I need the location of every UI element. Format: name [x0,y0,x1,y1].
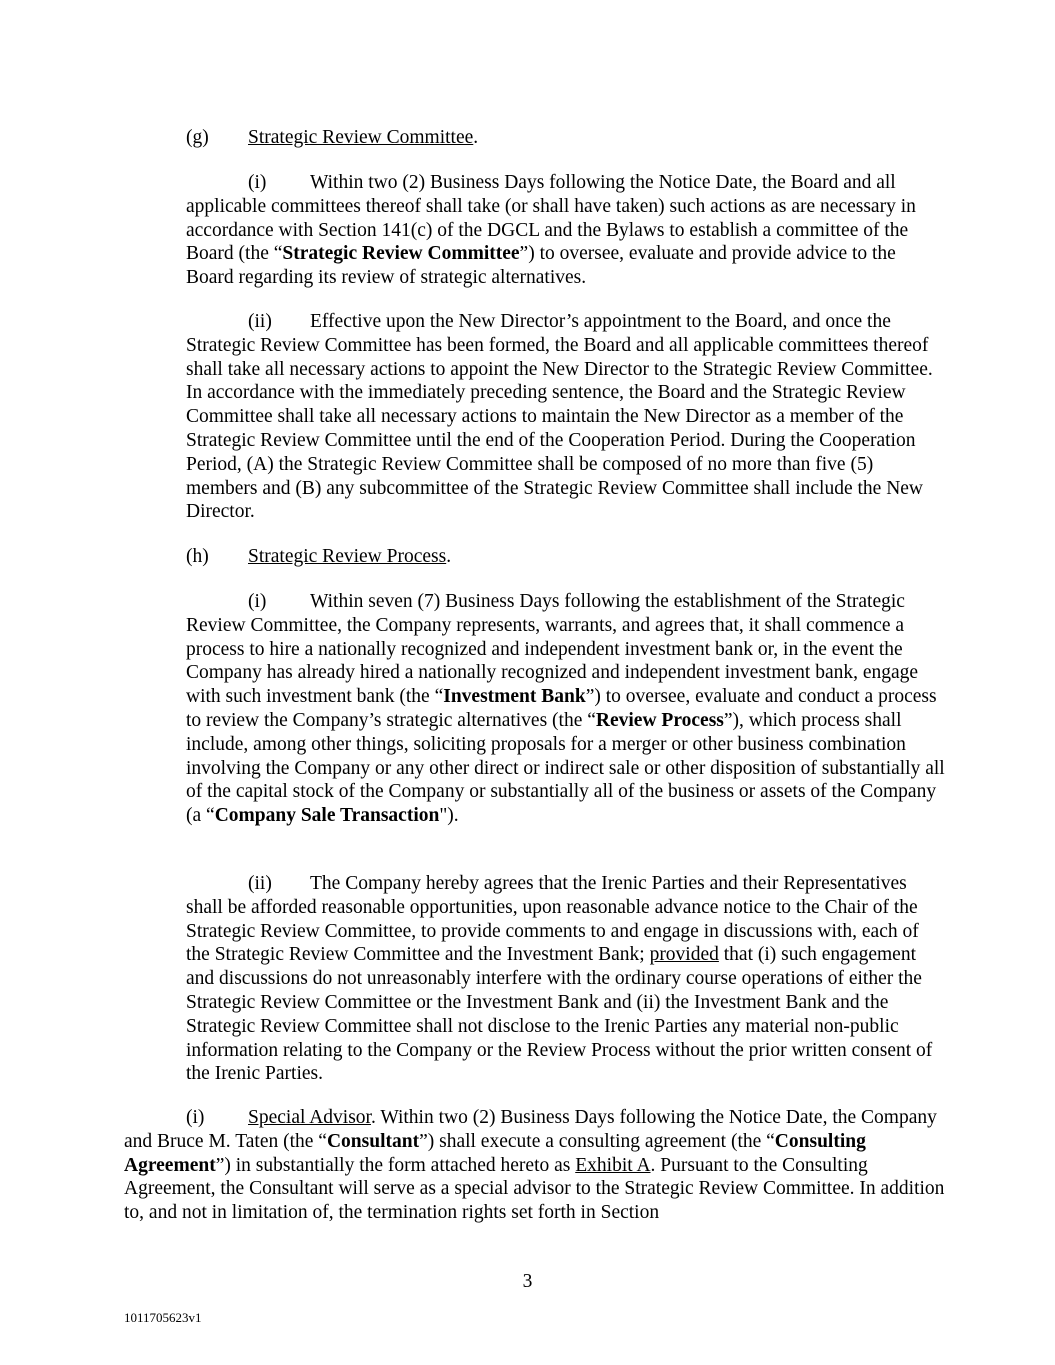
section-h-paragraph-ii: (ii) The Company hereby agrees that the Irenic Parties and their Representatives shall be afforded reasonable opportunities, upon reasonable advance notice to the Chair of the Strategic Review Committee, to provide comments to and engage in discussions with, each of the Strategic Review Committee and the Investment Bank; provided that (i) such engagement and discussions do not unreasonably interfere with the ordinary course operations of either the Strategic Review Committee or the Investment Bank and (ii) the Investment Bank and the Strategic Review Committee shall not disclose to the Irenic Parties any material non-public information relating to the Company or the Review Process without the prior written consent of the Irenic Parties. [186,873,933,1085]
defined-term: Company Sale Transaction [214,805,440,827]
document-id: 1011705623v1 [124,1310,202,1325]
paragraph-number: (i) [248,172,267,193]
provided-term: provided [649,944,719,966]
section-i-title: Special Advisor [248,1107,371,1128]
page-number: 3 [522,1271,533,1292]
section-h-heading: (h) Strategic Review Process. [186,546,452,567]
defined-term: Review Process [595,709,724,731]
section-h-title: Strategic Review Process [248,546,447,567]
section-g-paragraph-ii: (ii) Effective upon the New Director’s appointment to the Board, and once the Strategic Review Committee has been formed, the Board and all applicable committees thereof shall take all necessary actions to appoint the New Director to the Strategic Review Committee. In accordance with the immediately preceding sentence, the Board and the Strategic Review Committee shall take all necessary actions to maintain the New Director as a member of the Strategic Review Committee until the end of the Cooperation Period. During the Cooperation Period, (A) the Strategic Review Committee shall be composed of no more than five (5) members and (B) any subcommittee of the Strategic Review Committee shall include the New Director. [186,311,933,523]
paragraph-number: (ii) [248,873,272,894]
defined-term: Investment Bank [443,686,586,708]
section-h-label: (h) [186,546,209,567]
section-g-label: (g) [186,127,209,148]
section-i-paragraph: (i) Special Advisor. Within two (2) Business Days following the Notice Date, the Company and Bruce M. Taten (the “Consultant”) shall execute a consulting agreement (the “Consulting Agreement”) in substantially the form attached hereto as Exhibit A. Pursuant to the Consulting Agreement, the Consultant will serve as a special advisor to the Strategic Review Committee. In addition to, and not in limitation of, the termination rights set forth in Section [124,1107,945,1224]
section-i-label: (i) [186,1107,205,1128]
section-h-paragraph-i: (i) Within seven (7) Business Days following the establishment of the Strategic Review Committee, the Company represents, warrants, and agrees that, it shall commence a process to hire a nationally recognized and independent investment bank or, in the event the Company has already hired a nationally recognized and independent investment bank, engage with such investment bank (the “Investment Bank”) to oversee, evaluate and conduct a process to review the Company’s strategic alternatives (the “Review Process”), which process shall include, among other things, soliciting proposals for a merger or other business combination involving the Company or any other direct or indirect sale or other disposition of substantially all of the capital stock of the Company or substantially all of the business or assets of the Company (a “Company Sale Transaction"). [186,591,945,827]
paragraph-number: (ii) [248,311,272,332]
section-g-heading: (g) Strategic Review Committee. [186,127,479,148]
section-g-paragraph-i: (i) Within two (2) Business Days following the Notice Date, the Board and all applicable committees thereof shall take (or shall have taken) such actions as are necessary in accordance with Section 141(c) of the DGCL and the Bylaws to establish a committee of the Board (the “Strategic Review Committee”) to oversee, evaluate and provide advice to the Board regarding its review of strategic alternatives. [186,172,916,289]
defined-term: Consulting Agreement [124,1130,866,1176]
defined-term: Strategic Review Committee [282,243,520,265]
paragraph-number: (i) [248,591,267,612]
defined-term: Consultant [326,1130,420,1152]
section-g-title: Strategic Review Committee [248,127,474,148]
exhibit-reference: Exhibit A [575,1154,651,1176]
